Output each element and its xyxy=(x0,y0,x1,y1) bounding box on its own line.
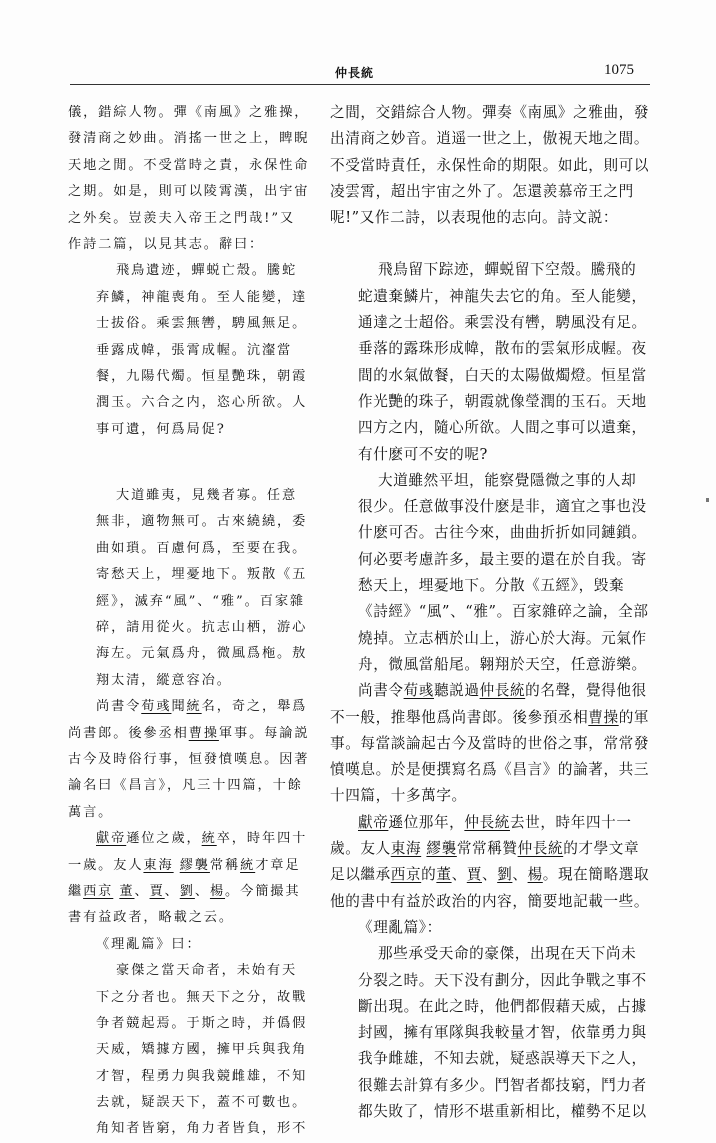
text-span: 的 xyxy=(421,866,437,884)
verse-line: 通達之士超俗。乘雲没有轡，騁風没有足。 xyxy=(358,314,647,332)
text-line: 憤嘆息。於是便撰寫名爲《昌言》的論著，共三 xyxy=(330,761,650,779)
poem-gap xyxy=(68,443,304,483)
text-span: 尚書令 xyxy=(358,682,404,700)
verse-line: 翔太清，縱意容冶。 xyxy=(96,672,232,688)
verse-line: 碎，請用從火。抗志山栖，游心 xyxy=(96,620,308,636)
text-span: 名，奇之，舉爲 xyxy=(201,699,308,715)
text-span: 。現在簡略選取 xyxy=(542,866,650,884)
text-line xyxy=(68,721,310,747)
text-span: 常常稱贊 xyxy=(456,840,518,858)
verse-line: 無非，適物無可。古來繞繞，委 xyxy=(96,514,308,530)
person-name: 獻帝 xyxy=(96,831,127,847)
person-name: 荀彧 xyxy=(141,699,172,715)
text-span: 歲。友人 xyxy=(330,840,391,858)
text-line xyxy=(68,694,308,720)
text-line: 之間，交錯綜合人物。彈奏《南風》之雅曲，發 xyxy=(330,104,650,121)
poem-one xyxy=(68,258,308,443)
verse-line: 間的水氣做餐，白天的太陽做燭燈。恒星當 xyxy=(358,366,647,384)
text-span: 、 xyxy=(512,866,528,884)
verse-line: 作光艷的珠子，朝霞就像瑩潤的玉石。天地 xyxy=(358,392,647,410)
verse-line: 飛鳥遺迹，蟬蜕亡殼。騰蛇 xyxy=(116,263,298,279)
text-span: 尚書令 xyxy=(96,699,142,715)
translation-column xyxy=(330,100,650,1125)
text-line: 下之分者也。無天下之分，故戰 xyxy=(96,989,308,1005)
chapter-excerpt-translation xyxy=(330,941,650,1125)
text-line: 不受當時責任，永保性命的期限。如此，則可以 xyxy=(330,156,650,174)
text-span: 聞 xyxy=(171,699,187,715)
text-span: 的軍 xyxy=(618,708,650,726)
place-name: 西京 xyxy=(83,883,114,899)
page-header xyxy=(70,62,650,85)
text-line: 書有益政者，略載之云。 xyxy=(68,910,234,926)
verse-line: 寄愁天上，埋憂地下。叛散《五 xyxy=(96,567,308,583)
chapter-heading: 《理亂篇》曰： xyxy=(96,936,202,952)
text-span: 常稱 xyxy=(209,857,241,873)
person-name: 統 xyxy=(186,699,202,715)
verse-line: 餐，九陽代燭。恒星艷珠，朝霞 xyxy=(96,368,308,384)
verse-line: 經》，滅弃“風”、“雅”。百家雜 xyxy=(96,593,306,609)
text-span: 軍事。每論説 xyxy=(218,725,310,741)
person-name: 繆襲 xyxy=(426,840,457,858)
verse-line: 大道雖夷，見幾者寡。任意 xyxy=(116,488,298,504)
place-name: 東海 xyxy=(143,857,174,873)
text-line: 天威，矯據方國，擁甲兵與我角 xyxy=(96,1042,308,1058)
text-span: 的才學文章 xyxy=(563,840,640,858)
running-title: 仲長統 xyxy=(335,66,375,80)
text-line: 豪傑之當天命者，未始有天 xyxy=(116,963,298,979)
text-line: 之外矣。豈羨夫入帝王之門哉!”又 xyxy=(68,210,296,226)
text-span: 聽説過 xyxy=(433,682,480,700)
verse-line: 垂露成幃，張霄成幄。沆瀣當 xyxy=(96,342,293,358)
text-span: 一歲。友人 xyxy=(68,857,144,873)
text-line xyxy=(68,826,308,852)
text-line: 十四篇，十多萬字。 xyxy=(330,787,467,805)
text-line: 那些承受天命的豪傑，出現在天下尚未 xyxy=(378,945,637,963)
text-line: 之期。如是，則可以陵霄漢，出宇宙 xyxy=(68,184,310,200)
verse-line: 四方之内，隨心所欲。人間之事可以遺棄， xyxy=(358,419,647,437)
intro-paragraph xyxy=(68,100,310,258)
poem-two-translation xyxy=(330,468,650,678)
text-span: 、 xyxy=(134,883,150,899)
text-line xyxy=(330,678,650,704)
text-line: 出清商之妙音。逍遥一世之上，傲視天地之間。 xyxy=(330,130,650,148)
chapter-excerpt xyxy=(68,958,308,1143)
verse-line: 飛鳥留下踪迹，蟬蜕留下空殼。騰飛的 xyxy=(378,261,637,279)
text-line: 儀，錯綜人物。彈《南風》之雅操， xyxy=(68,105,310,120)
text-line: 我争雌雄，不知去就，疑惑誤導天下之人， xyxy=(358,1050,647,1068)
biography-paragraph xyxy=(68,694,310,826)
text-span: 、 xyxy=(164,883,180,899)
verse-line: 很少。任意做事没什麽是非，適宜之事也没 xyxy=(358,498,647,516)
text-span: 卒，時年四十 xyxy=(216,831,308,847)
verse-line: 舟，微風當船尾。翱翔於天空，任意游樂。 xyxy=(358,655,647,673)
person-name: 賈 xyxy=(466,866,482,884)
verse-line: 大道雖然平坦，能察覺隱微之事的人却 xyxy=(378,471,637,489)
verse-line: 事可遺，何爲局促? xyxy=(96,421,226,437)
death-paragraph xyxy=(68,826,308,932)
person-name: 楊 xyxy=(209,883,226,899)
place-name: 西京 xyxy=(390,866,422,884)
verse-line: 弃鱗，神龍喪角。至人能變，達 xyxy=(96,289,308,305)
text-span: 去世，時年四十一 xyxy=(509,813,632,831)
text-line: 封國，擁有軍隊與我較量才智，依靠勇力與 xyxy=(358,1024,647,1042)
person-name: 楊 xyxy=(527,866,543,884)
text-line xyxy=(330,836,650,862)
text-span: 的名聲，覺得他很 xyxy=(525,682,647,700)
person-name: 仲長統 xyxy=(479,682,526,700)
text-line xyxy=(68,879,304,905)
text-line: 凌雲霄，超出宇宙之外了。怎還羨慕帝王之門 xyxy=(330,182,634,200)
person-name: 曹操 xyxy=(188,725,219,741)
person-name: 荀彧 xyxy=(403,682,434,700)
text-span: 才章足 xyxy=(255,857,301,873)
text-line: 去就，疑誤天下，蓋不可數也。 xyxy=(96,1095,308,1111)
text-line: 古今及時俗行事，恒發憤嘆息。因著 xyxy=(68,751,310,767)
verse-line: 垂落的露珠形成幃，散布的雲氣形成幄。夜 xyxy=(358,340,647,358)
chapter-heading: 《理亂篇》： xyxy=(358,918,442,936)
text-line: 論名曰《昌言》，凡三十四篇，十餘 xyxy=(68,778,303,794)
person-name: 統 xyxy=(201,831,217,847)
original-text-column xyxy=(68,100,310,1143)
text-span: 遜位那年， xyxy=(388,813,465,831)
poem-one-translation xyxy=(330,257,650,467)
person-name: 曹操 xyxy=(588,708,619,726)
text-line: 角知者皆窮，角力者皆負，形不 xyxy=(96,1121,308,1137)
text-span: 。今簡撮其 xyxy=(225,883,301,899)
verse-line: 愁天上，埋憂地下。分散《五經》，毁棄 xyxy=(358,577,625,595)
person-name: 賈 xyxy=(149,883,165,899)
biography-paragraph-translation xyxy=(330,678,650,809)
person-name: 仲長統 xyxy=(464,813,510,831)
text-span: 不一般，推舉他爲尚書郎。後參預丞相 xyxy=(330,708,589,726)
person-name: 劉 xyxy=(497,866,513,884)
verse-line: 什麽可否。古往今來，曲曲折折如同鏈鎖。 xyxy=(358,524,647,542)
text-line: 斷出現。在此之時，他們都假藉天威，占據 xyxy=(358,997,647,1015)
verse-line: 蛇遺棄鱗片，神龍失去它的角。至人能變， xyxy=(358,287,647,305)
poem-two xyxy=(68,483,308,694)
place-name: 東海 xyxy=(390,840,422,858)
text-span: 、 xyxy=(481,866,498,884)
text-span: 尚書郎。後參丞相 xyxy=(68,725,189,741)
text-line: 發清商之妙曲。消搖一世之上，睥睨 xyxy=(68,131,310,147)
death-paragraph-translation xyxy=(330,810,650,915)
text-line: 作詩二篇，以見其志。辭曰： xyxy=(68,236,265,252)
text-line: 争者競起焉。于斯之時，并僞假 xyxy=(96,1015,308,1031)
verse-line: 潤玉。六合之内，恣心所欲。人 xyxy=(96,395,308,411)
intro-paragraph-translation xyxy=(330,100,650,231)
text-span: 遜位之歲， xyxy=(126,831,202,847)
text-line: 都失敗了，情形不堪重新相比，權勢不足以 xyxy=(358,1102,647,1120)
scan-speck xyxy=(706,498,709,502)
text-line: 萬言。 xyxy=(68,804,114,820)
text-span: 、 xyxy=(451,866,467,884)
verse-line: 有什麽可不安的呢? xyxy=(358,445,488,463)
text-line xyxy=(68,853,304,879)
verse-line: 海左。元氣爲舟，微風爲柂。敖 xyxy=(96,646,308,662)
person-name: 劉 xyxy=(179,883,195,899)
verse-line: 曲如瑣。百慮何爲，至要在我。 xyxy=(96,540,308,556)
person-name: 仲長統 xyxy=(517,840,564,858)
text-line xyxy=(330,862,650,888)
text-line: 天地之閒。不受當時之責，永保性命 xyxy=(68,157,310,173)
poem-gap xyxy=(330,231,650,257)
text-line: 他的書中有益於政治的内容，簡要地記載一些。 xyxy=(330,892,650,910)
text-span: 足以繼承 xyxy=(330,866,391,884)
verse-line: 燒掉。立志栖於山上，游心於大海。元氣作 xyxy=(358,629,647,647)
text-line xyxy=(330,705,650,731)
text-line: 分裂之時。天下没有劃分，因此争戰之事不 xyxy=(358,971,647,989)
person-name: 董 xyxy=(119,883,135,899)
verse-line: 《詩經》“風”、“雅”。百家雜碎之論，全部 xyxy=(358,603,649,621)
person-name: 統 xyxy=(240,857,256,873)
text-span: 繼 xyxy=(68,883,84,899)
person-name: 獻帝 xyxy=(358,813,389,831)
verse-line: 何必要考慮許多，最主要的還在於自我。寄 xyxy=(358,550,647,568)
text-line xyxy=(330,810,650,836)
text-line: 事。每當談論起古今及當時的世俗之事，常常發 xyxy=(330,734,650,752)
person-name: 董 xyxy=(436,866,452,884)
text-line: 很難去計算有多少。鬥智者都技窮，鬥力者 xyxy=(358,1076,647,1094)
page-number: 1075 xyxy=(604,62,634,78)
text-span: 、 xyxy=(194,883,210,899)
text-line: 才智，程勇力與我競雌雄，不知 xyxy=(96,1068,308,1084)
person-name: 繆襲 xyxy=(179,857,210,873)
verse-line: 士拔俗。乘雲無轡，騁風無足。 xyxy=(96,316,308,332)
text-line: 呢!”又作二詩，以表現他的志向。詩文説： xyxy=(330,209,619,227)
